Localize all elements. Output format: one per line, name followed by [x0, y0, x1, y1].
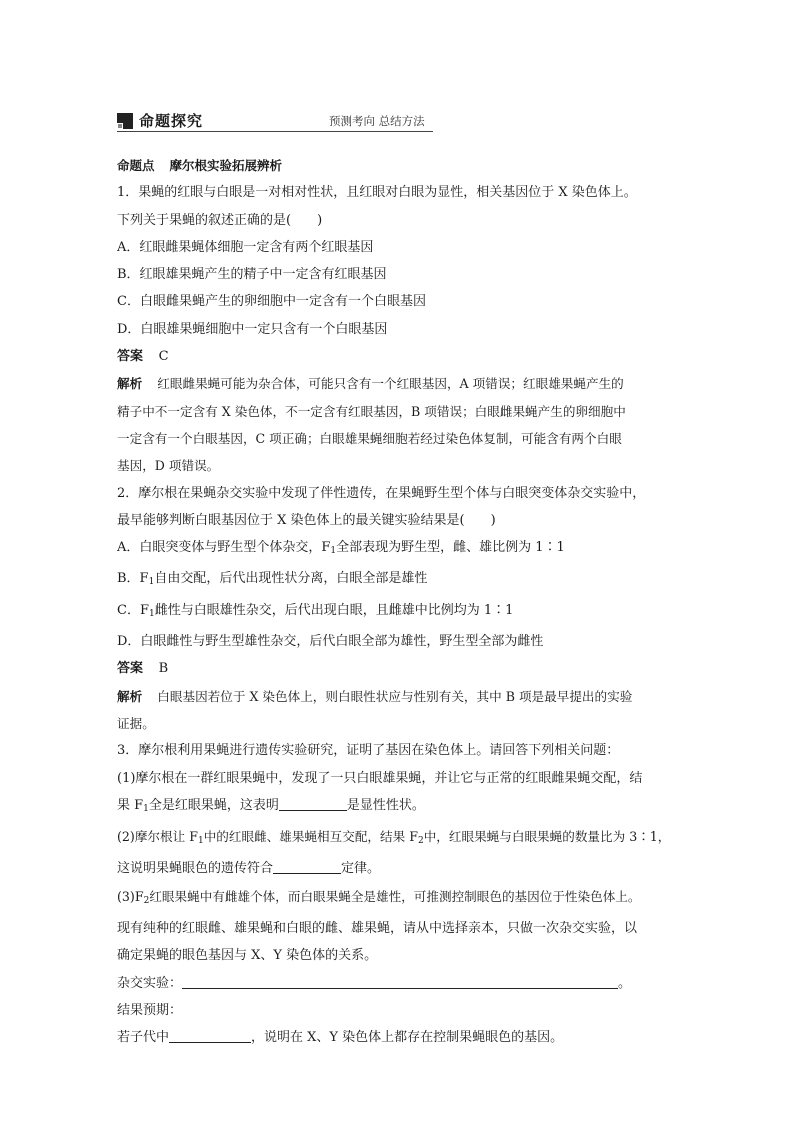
q3-part2-line2-pre: 这说明果蝇眼色的遗传符合	[117, 861, 274, 877]
q3-part2-pre: (2)摩尔根让 F	[117, 829, 198, 845]
q2-option-a	[117, 534, 683, 565]
q3-part2-sub2: 2	[417, 836, 424, 847]
q2-option-c-post: 雌性与白眼雄性杂交，后代出现白眼，且雌雄中比例均为 1∶1	[154, 602, 514, 618]
q2-analysis-text-1: 白眼基因若位于 X 染色体上，则白眼性状应与性别有关，其中 B 项是最早提出的实验	[157, 688, 633, 704]
q1-stem-1: 1．果蝇的红眼与白眼是一对相对性状，且红眼对白眼为显性，相关基因位于 X 染色体上。	[117, 185, 637, 201]
q2-option-b-post: 自由交配，后代出现性状分离，白眼全部是雄性	[154, 571, 428, 587]
q3-part3-line3: 确定果蝇的眼色基因与 X、Y 染色体的关系。	[117, 948, 378, 964]
q1-option-a: A．红眼雌果蝇体细胞一定含有两个红眼基因	[117, 239, 374, 255]
q3-part3-post: 红眼果蝇中有雌雄个体，而白眼果蝇全是雄性，可推测控制眼色的基因位于性染色体上。	[149, 888, 641, 904]
q1-answer-value: C	[158, 349, 169, 365]
q3-result-label: 结果预期：	[117, 1002, 183, 1018]
q3-part2-sub1: 1	[197, 836, 204, 847]
q3-if-post: ，说明在 X、Y 染色体上都存在控制果蝇眼色的基因。	[251, 1030, 564, 1046]
q3-cross-label: 杂交实验：	[117, 975, 183, 991]
q3-part2-line1	[117, 823, 683, 855]
answer-blank-result[interactable]	[169, 1028, 251, 1043]
q3-part1-pre: 果 F	[117, 797, 144, 813]
header-rule	[117, 131, 433, 132]
q1-answer-label: 答案	[117, 349, 144, 365]
q1-answer	[117, 343, 683, 370]
q3-part2-post: 中，红眼果蝇与白眼果蝇的数量比为 3∶1，	[423, 829, 671, 845]
q3-if-pre: 若子代中	[117, 1030, 170, 1046]
q2-option-b-pre: B．F	[117, 571, 149, 587]
q3-part1-line1: (1)摩尔根在一群红眼果蝇中，发现了一只白眼雄果蝇，并让它与正常的红眼雌果蝇交配，结	[117, 770, 643, 786]
q2-analysis-1	[117, 683, 683, 710]
q3-part1-mid: 全是红眼果蝇，这表明	[148, 797, 279, 813]
q3-part1-line2	[117, 792, 683, 823]
answer-blank-1[interactable]	[279, 796, 347, 811]
q3-cross-end: 。	[618, 975, 632, 991]
topic-label: 命题点	[117, 158, 155, 173]
q1-analysis-text-1: 红眼雌果蝇可能为杂合体，可能只含有一个红眼基因，A 项错误；红眼雄果蝇产生的	[157, 376, 624, 392]
q2-option-b-sub: 1	[148, 577, 155, 588]
q1-stem-2: 下列关于果蝇的叙述正确的是( )	[117, 212, 323, 228]
q1-analysis-4: 基因，D 项错误。	[117, 458, 220, 474]
q1-analysis-1	[117, 370, 683, 397]
q3-if-line	[117, 1024, 683, 1051]
q3-part2-line2	[117, 855, 683, 882]
q2-option-d: D．白眼雌性与野生型雄性杂交，后代白眼全部为雄性，野生型全部为雌性	[117, 634, 544, 650]
q2-option-a-sub: 1	[330, 546, 337, 557]
q2-option-a-pre: A．白眼突变体与野生型个体杂交，F	[117, 540, 331, 556]
q3-part3-line2: 现有纯种的红眼雌、雄果蝇和白眼的雌、雄果蝇，请从中选择亲本，只做一次杂交实验，以	[117, 921, 638, 937]
answer-blank-2[interactable]	[273, 859, 341, 874]
answer-blank-cross[interactable]	[182, 974, 618, 989]
topic-text: 摩尔根实验拓展辨析	[169, 158, 283, 173]
q3-part3-line1	[117, 883, 683, 915]
q3-part2-mid: 中的红眼雌、雄果蝇相互交配，结果 F	[203, 829, 418, 845]
q1-option-d: D．白眼雄果蝇细胞中一定只含有一个白眼基因	[117, 321, 388, 337]
document-body	[117, 152, 683, 1052]
q2-analysis-2: 证据。	[117, 715, 155, 731]
q2-stem-2: 最早能够判断白眼基因位于 X 染色体上的最关键实验结果是( )	[117, 512, 496, 528]
q1-analysis-2: 精子中不一定含有 X 染色体，不一定含有红眼基因，B 项错误；白眼雌果蝇产生的卵细胞中	[117, 403, 626, 419]
q2-analysis-label: 解析	[117, 688, 143, 704]
q2-option-c	[117, 597, 683, 628]
q2-option-a-post: 全部表现为野生型，雌、雄比例为 1∶1	[336, 540, 565, 556]
q2-option-c-pre: C．F	[117, 602, 149, 618]
q2-answer-label: 答案	[117, 661, 144, 677]
q2-option-c-sub: 1	[148, 608, 155, 619]
section-header	[117, 111, 433, 133]
q3-part3-sub: 2	[143, 895, 150, 906]
q1-analysis-label: 解析	[117, 376, 143, 392]
q2-answer	[117, 655, 683, 682]
section-subtitle: 预测考向 总结方法	[329, 114, 425, 128]
topic-line	[117, 152, 683, 179]
q3-part1-post: 是显性性状。	[346, 797, 425, 813]
q3-part2-line2-post: 定律。	[341, 861, 381, 877]
q2-answer-value: B	[158, 661, 169, 677]
q1-option-c: C．白眼雌果蝇产生的卵细胞中一定含有一个白眼基因	[117, 294, 426, 310]
q2-stem-1: 2．摩尔根在果蝇杂交实验中发现了伴性遗传，在果蝇野生型个体与白眼突变体杂交实验中，	[117, 485, 646, 501]
section-title: 命题探究	[139, 112, 204, 130]
q3-part3-pre: (3)F	[117, 888, 144, 904]
q3-stem: 3．摩尔根利用果蝇进行遗传实验研究，证明了基因在染色体上。请回答下列相关问题：	[117, 743, 620, 759]
q1-analysis-3: 一定含有一个白眼基因，C 项正确；白眼雄果蝇细胞若经过染色体复制，可能含有两个白眼	[117, 430, 622, 446]
q1-option-b: B．红眼雄果蝇产生的精子中一定含有红眼基因	[117, 267, 387, 283]
q2-option-b	[117, 565, 683, 596]
section-mark-icon	[117, 113, 133, 129]
q3-part1-sub: 1	[143, 803, 149, 814]
q3-cross-line	[117, 970, 683, 997]
